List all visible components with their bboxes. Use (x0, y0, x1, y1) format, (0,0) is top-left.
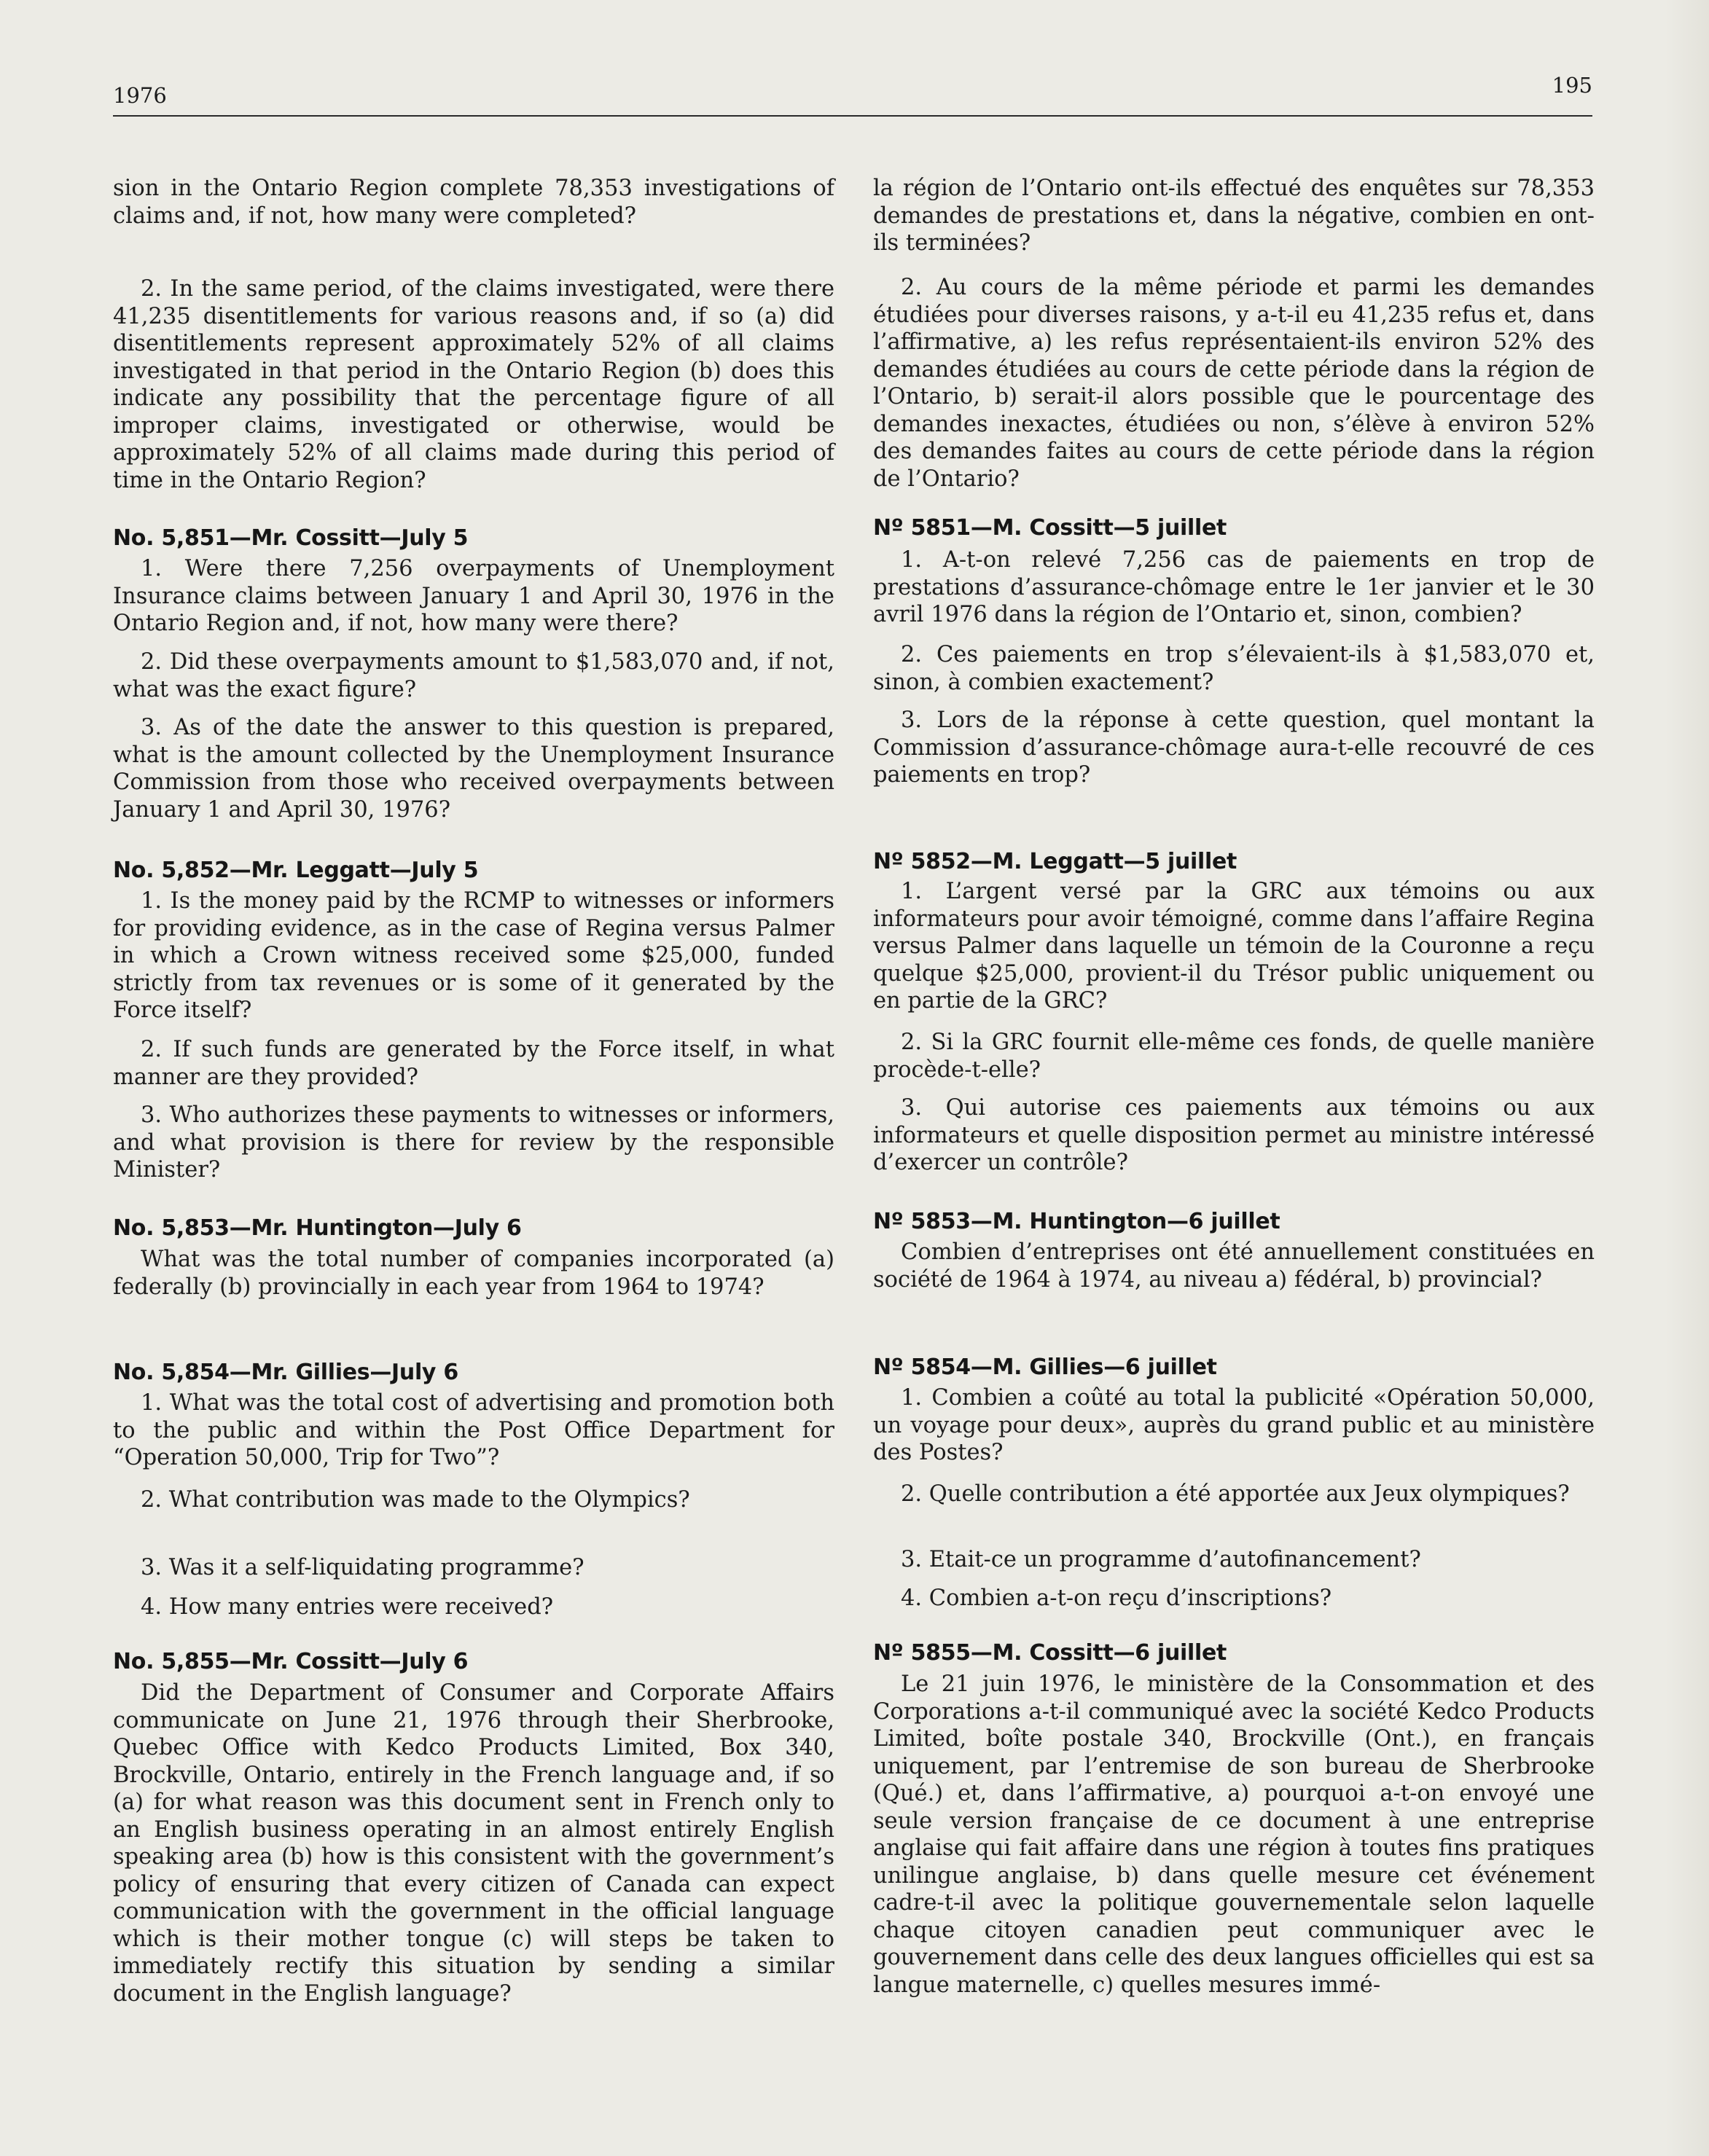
question-5854-part-3: 3. Was it a self-liquidating programme? (141, 1555, 584, 1580)
question-5851-part-3-fr: 3. Lors de la réponse à cette question, quel montant la Commission d’assurance-chômage aura-t-elle recouvré de ces paiements en trop? (873, 707, 1595, 788)
question-5851-part-3: 3. As of the date the answer to this question is prepared, what is the amount collected by the Unemployment Insurance Commission from those who received overpayments between January 1 and April 30, 1976? (113, 715, 834, 823)
question-heading-5854: No. 5,854—Mr. Gillies—July 6 (113, 1360, 458, 1385)
question-5852-part-2-fr: 2. Si la GRC fournit elle-même ces fonds, de quelle manière procède-t-elle? (873, 1030, 1595, 1083)
paragraph-continuation-fr: la région de l’Ontario ont-ils effectué des enquêtes sur 78,353 demandes de prestations et, dans la négative, combien en ont-ils terminées? (873, 176, 1595, 256)
question-5852-part-2: 2. If such funds are generated by the Force itself, in what manner are they provided? (113, 1037, 834, 1090)
question-5851-part-2-fr: 2. Ces paiements en trop s’élevaient-ils à $1,583,070 et, sinon, à combien exactement? (873, 642, 1595, 695)
paragraph-disentitlements: 2. In the same period, of the claims investigated, were there 41,235 disentitlements for various reasons and, if so (a) did disentitlements represent approximately 52% of all claims investigated in that period in the Ontario Region (b) does this indicate any possibility that the percentage figure of all improper claims, investigated or otherwise, would be approximately 52% of all claims made during this period of time in the Ontario Region? (113, 276, 834, 493)
question-5853-text: What was the total number of companies incorporated (a) federally (b) provincially in each year from 1964 to 1974? (113, 1247, 834, 1300)
question-5851-part-2: 2. Did these overpayments amount to $1,583,070 and, if not, what was the exact figure? (113, 649, 834, 702)
page-number: 195 (1552, 73, 1592, 98)
question-5852-part-3: 3. Who authorizes these payments to witnesses or informers, and what provision is there for review by the responsible Minister? (113, 1102, 834, 1183)
question-5854-part-1: 1. What was the total cost of advertising and promotion both to the public and within the Post Office Department for “Operation 50,000, Trip for Two”? (113, 1390, 834, 1470)
question-5852-part-3-fr: 3. Qui autorise ces paiements aux témoins ou aux informateurs et quelle disposition permet au ministre intéressé d’exercer un contrôle? (873, 1095, 1595, 1175)
question-heading-5852-fr: Nº 5852—M. Leggatt—5 juillet (873, 849, 1237, 874)
question-5854-part-2-fr: 2. Quelle contribution a été apportée aux Jeux olympiques? (901, 1481, 1570, 1507)
page-gutter (1665, 0, 1709, 2156)
question-heading-5851-fr: Nº 5851—M. Cossitt—5 juillet (873, 515, 1227, 541)
question-5854-part-1-fr: 1. Combien a coûté au total la publicité «Opération 50,000, un voyage pour deux», auprès du grand public et au ministère des Postes? (873, 1385, 1595, 1465)
question-heading-5851: No. 5,851—Mr. Cossitt—July 5 (113, 525, 469, 551)
question-5854-part-2: 2. What contribution was made to the Olympics? (141, 1487, 690, 1513)
question-5851-part-1: 1. Were there 7,256 overpayments of Unemployment Insurance claims between January 1 and April 30, 1976 in the Ontario Region and, if not, how many were there? (113, 556, 834, 636)
question-heading-5854-fr: Nº 5854—M. Gillies—6 juillet (873, 1355, 1217, 1380)
question-5855-text-fr: Le 21 juin 1976, le ministère de la Consommation et des Corporations a-t-il communiqué avec la société Kedco Products Limited, boîte postale 340, Brockville (Ont.), en français uniquement, par l’entremise de son bureau de Sherbrooke (Qué.) et, dans l’affirmative, a) pourquoi a-t-on envoyé une seule version française de ce document à une entreprise anglaise qui fait affaire dans une région à toutes fins pratiques unilingue anglaise, b) dans quelle mesure cet événement cadre-t-il avec la politique gouvernementale selon laquelle chaque citoyen canadien peut communiquer avec le gouvernement dans celle des deux langues officielles qui est sa langue maternelle, c) quelles mesures immé- (873, 1671, 1595, 1998)
question-heading-5853: No. 5,853—Mr. Huntington—July 6 (113, 1215, 522, 1241)
question-heading-5855: No. 5,855—Mr. Cossitt—July 6 (113, 1649, 469, 1674)
question-5854-part-4-fr: 4. Combien a-t-on reçu d’inscriptions? (901, 1585, 1332, 1611)
question-5855-text: Did the Department of Consumer and Corporate Affairs communicate on June 21, 1976 through their Sherbrooke, Quebec Office with Kedco Products Limited, Box 340, Brockville, Ontario, entirely in the French language and, if so (a) for what reason was this document sent in French only to an English business operating in an almost entirely English speaking area (b) how is this consistent with the government’s policy of ensuring that every citizen of Canada can expect communication with the government in the official language which is their mother tongue (c) will steps be taken to immediately rectify this situation by sending a similar document in the English language? (113, 1680, 834, 2007)
question-heading-5855-fr: Nº 5855—M. Cossitt—6 juillet (873, 1640, 1227, 1666)
question-5851-part-1-fr: 1. A-t-on relevé 7,256 cas de paiements en trop de prestations d’assurance-chômage entre le 1er janvier et le 30 avril 1976 dans la région de l’Ontario et, sinon, combien? (873, 547, 1595, 627)
page-year: 1976 (113, 83, 167, 108)
question-5852-part-1-fr: 1. L’argent versé par la GRC aux témoins ou aux informateurs pour avoir témoigné, comme dans l’affaire Regina versus Palmer dans laquelle un témoin de la Couronne a reçu quelque $25,000, provient-il du Trésor public uniquement ou en partie de la GRC? (873, 879, 1595, 1014)
question-heading-5853-fr: Nº 5853—M. Huntington—6 juillet (873, 1209, 1280, 1234)
question-5853-text-fr: Combien d’entreprises ont été annuellement constituées en société de 1964 à 1974, au niveau a) fédéral, b) provincial? (873, 1239, 1595, 1293)
question-5854-part-4: 4. How many entries were received? (141, 1594, 554, 1620)
question-heading-5852: No. 5,852—Mr. Leggatt—July 5 (113, 858, 479, 883)
page-header (113, 73, 1592, 117)
question-5852-part-1: 1. Is the money paid by the RCMP to witnesses or informers for providing evidence, as in the case of Regina versus Palmer in which a Crown witness received some $25,000, funded strictly from tax revenues or is some of it generated by the Force itself? (113, 888, 834, 1023)
paragraph-refus-fr: 2. Au cours de la même période et parmi les demandes étudiées pour diverses raisons, y a-t-il eu 41,235 refus et, dans l’affirmative, a) les refus représentaient-ils environ 52% des demandes étudiées au cours de cette période dans la région de l’Ontario, b) serait-il alors possible que le pourcentage des demandes inexactes, étudiées ou non, s’élève à environ 52% des demandes faites au cours de cette période dans la région de l’Ontario? (873, 275, 1595, 492)
paragraph-continuation: sion in the Ontario Region complete 78,353 investigations of claims and, if not, how many were completed? (113, 176, 834, 229)
question-5854-part-3-fr: 3. Etait-ce un programme d’autofinancement? (901, 1547, 1421, 1572)
